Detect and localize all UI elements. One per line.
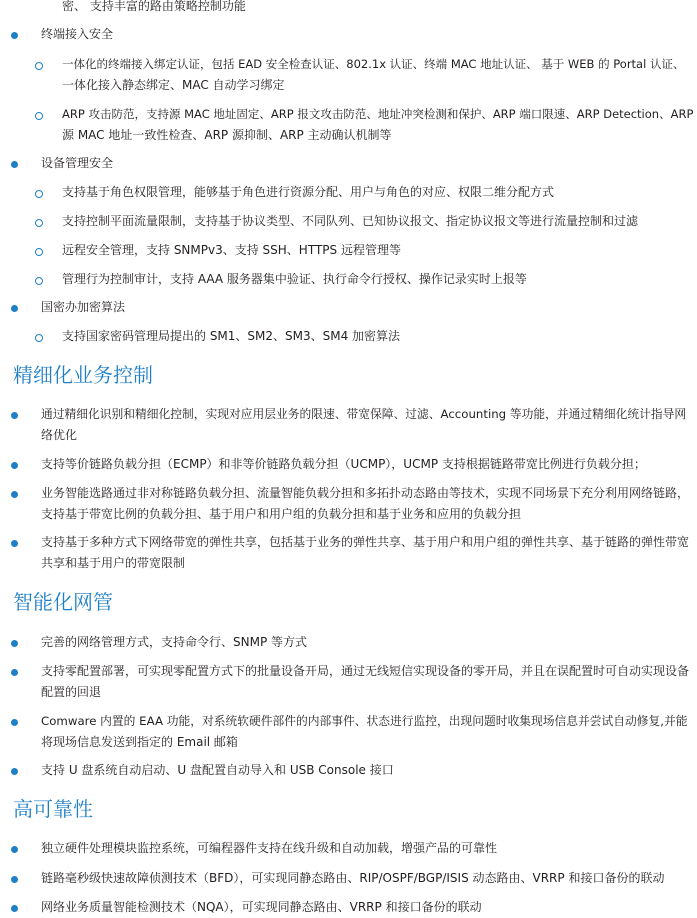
- list-item-text: 一体化接入静态绑定、MAC 自动学习绑定: [62, 78, 285, 92]
- bullet-icon: [11, 412, 18, 419]
- list-item-text: 支持国家密码管理局提出的 SM1、SM2、SM3、SM4 加密算法: [62, 329, 401, 343]
- section-heading: 精细化业务控制: [13, 363, 153, 387]
- list-item-text: 管理行为控制审计，支持 AAA 服务器集中验证、执行命令行授权、操作记录实时上报等: [62, 272, 527, 286]
- bullet-icon: [11, 540, 18, 547]
- bullet-icon: [11, 876, 18, 883]
- bullet-icon: [11, 491, 18, 498]
- list-item-text: 一体化的终端接入绑定认证，包括 EAD 安全检查认证、802.1x 认证、终端 MAC 地址认证、 基于 WEB 的 Portal 认证、: [62, 57, 685, 71]
- list-item-text: Comware 内置的 EAA 功能，对系统软硬件部件的内部事件、状态进行监控，出现问题时收集现场信息并尝试自动修复,并能: [41, 714, 688, 728]
- list-item-title: 设备管理安全: [41, 156, 114, 170]
- list-item-text: ARP 攻击防范，支持源 MAC 地址固定、ARP 报文攻击防范、地址冲突检测和保护、ARP 端口限速、ARP Detection、ARP: [62, 107, 694, 121]
- bullet-icon: [11, 32, 18, 39]
- continuation-text: 密、 支持丰富的路由策略控制功能: [62, 0, 246, 13]
- list-item-text: 支持基于带宽比例的负载分担、基于用户和用户组的负载分担和基于业务和应用的负载分担: [41, 507, 522, 521]
- list-item-text: 配置的回退: [41, 685, 102, 699]
- sub-bullet-icon: [35, 112, 43, 120]
- list-item-title: 终端接入安全: [41, 27, 114, 41]
- list-item-text: 链路毫秒级快速故障侦测技术（BFD），可实现同静态路由、RIP/OSPF/BGP/ISIS 动态路由、VRRP 和接口备份的联动: [41, 871, 665, 885]
- section-heading: 智能化网管: [13, 590, 113, 614]
- sub-bullet-icon: [35, 62, 43, 70]
- bullet-icon: [11, 846, 18, 853]
- list-item-text: 源 MAC 地址一致性检查、ARP 源抑制、ARP 主动确认机制等: [62, 128, 392, 142]
- bullet-icon: [11, 640, 18, 647]
- bullet-icon: [11, 905, 18, 912]
- bullet-icon: [11, 305, 18, 312]
- sub-bullet-icon: [35, 277, 43, 285]
- list-item-text: 共享和基于用户的带宽限制: [41, 556, 186, 570]
- sub-bullet-icon: [35, 334, 43, 342]
- bullet-icon: [11, 161, 18, 168]
- list-item-text: 支持 U 盘系统自动启动、U 盘配置自动导入和 USB Console 接口: [41, 763, 394, 777]
- list-item-text: 远程安全管理，支持 SNMPv3、支持 SSH、HTTPS 远程管理等: [62, 243, 401, 257]
- list-item-text: 通过精细化识别和精细化控制，实现对应用层业务的限速、带宽保障、过滤、Accounting 等功能，并通过精细化统计指导网: [41, 407, 687, 421]
- bullet-icon: [11, 768, 18, 775]
- sub-bullet-icon: [35, 248, 43, 256]
- bullet-icon: [11, 462, 18, 469]
- section-heading: 高可靠性: [13, 797, 93, 821]
- sub-bullet-icon: [35, 190, 43, 198]
- list-item-text: 支持控制平面流量限制，支持基于协议类型、不同队列、已知协议报文、指定协议报文等进行流量控制和过滤: [62, 214, 639, 228]
- list-item-text: 络优化: [41, 428, 78, 442]
- sub-bullet-icon: [35, 219, 43, 227]
- list-item-text: 业务智能选路通过非对称链路负载分担、流量智能负载分担和多拓扑动态路由等技术，实现不同场景下充分利用网络链路，: [41, 486, 690, 500]
- list-item-text: 支持基于角色权限管理，能够基于角色进行资源分配、用户与角色的对应、权限二维分配方式: [62, 185, 555, 199]
- list-item-text: 支持零配置部署，可实现零配置方式下的批量设备开局，通过无线短信实现设备的零开局，并且在误配置时可自动实现设备: [41, 664, 690, 678]
- bullet-icon: [11, 669, 18, 676]
- list-item-text: 完善的网络管理方式，支持命令行、SNMP 等方式: [41, 635, 307, 649]
- list-item-text: 将现场信息发送到指定的 Email 邮箱: [41, 735, 238, 749]
- bullet-icon: [11, 719, 18, 726]
- list-item-text: 支持基于多种方式下网络带宽的弹性共享，包括基于业务的弹性共享、基于用户和用户组的弹性共享、基于链路的弹性带宽: [41, 535, 690, 549]
- list-item-text: 独立硬件处理模块监控系统，可编程器件支持在线升级和自动加载，增强产品的可靠性: [41, 841, 498, 855]
- list-item-text: 支持等价链路负载分担（ECMP）和非等价链路负载分担（UCMP），UCMP 支持根据链路带宽比例进行负载分担；: [41, 457, 646, 471]
- list-item-text: 网络业务质量智能检测技术（NQA），可实现同静态路由、VRRP 和接口备份的联动: [41, 900, 482, 914]
- list-item-title: 国密办加密算法: [41, 300, 126, 314]
